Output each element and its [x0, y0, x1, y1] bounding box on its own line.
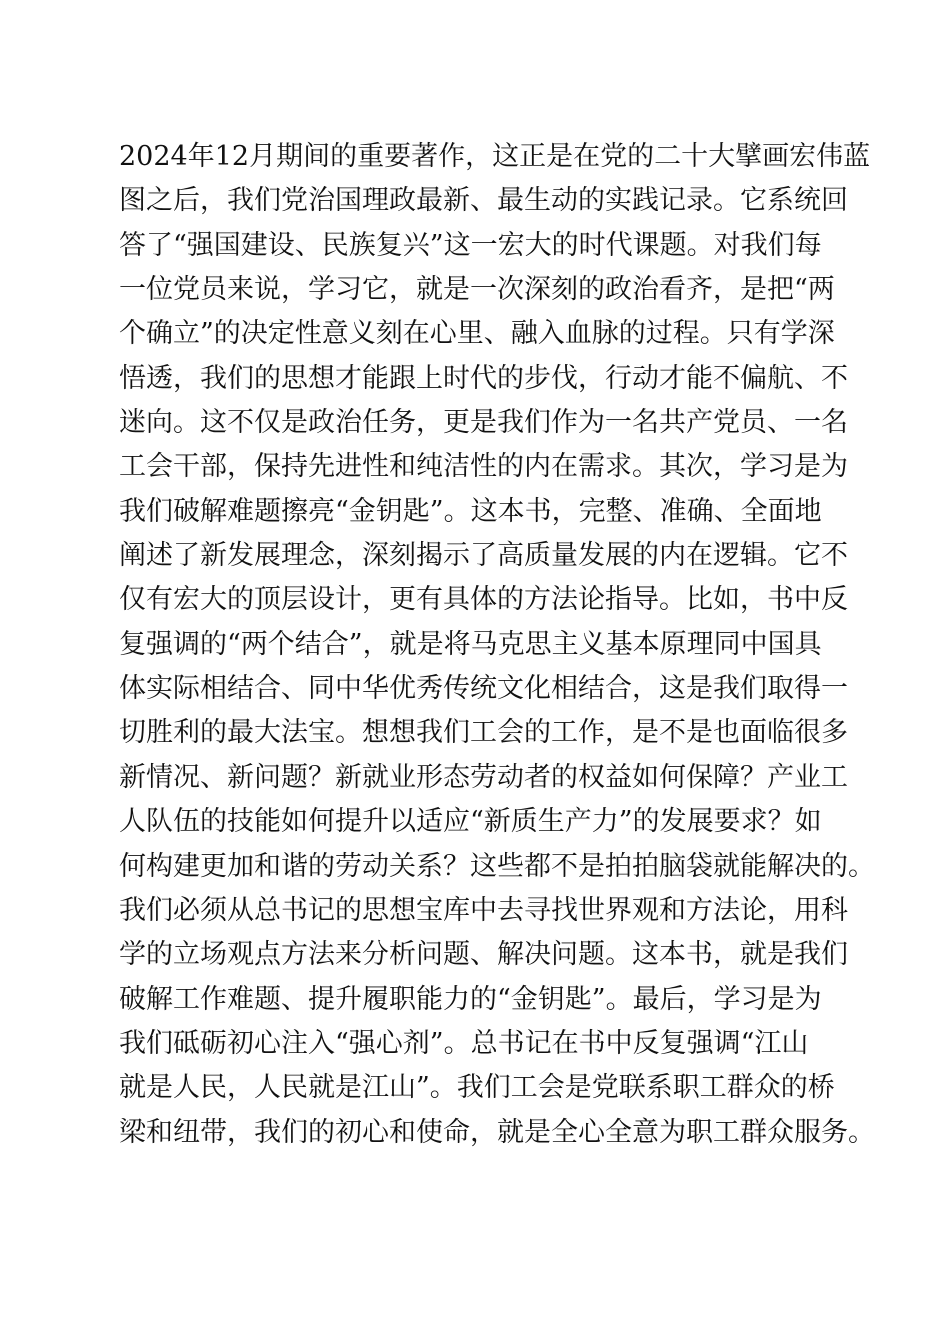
text-line: 梁和纽带，我们的初心和使命，就是全心全意为职工群众服务。	[119, 1116, 875, 1148]
text-line: 迷向。这不仅是政治任务，更是我们作为一名共产党员、一名	[119, 407, 848, 439]
text-line: 2024年12月期间的重要著作，这正是在党的二十大擘画宏伟蓝	[119, 141, 871, 172]
text-line: 一位党员来说，学习它，就是一次深刻的政治看齐，是把“两	[119, 274, 835, 306]
text-line: 复强调的“两个结合”，就是将马克思主义基本原理同中国具	[119, 628, 822, 660]
text-line: 我们砥砺初心注入“强心剂”。总书记在书中反复强调“江山	[119, 1027, 809, 1059]
text-line: 我们必须从总书记的思想宝库中去寻找世界观和方法论，用科	[119, 894, 848, 926]
text-line: 学的立场观点方法来分析问题、解决问题。这本书，就是我们	[119, 939, 848, 971]
text-line: 切胜利的最大法宝。想想我们工会的工作，是不是也面临很多	[119, 717, 848, 749]
text-line: 答了“强国建设、民族复兴”这一宏大的时代课题。对我们每	[119, 229, 822, 261]
text-line: 体实际相结合、同中华优秀传统文化相结合，这是我们取得一	[119, 673, 848, 705]
text-line: 就是人民，人民就是江山”。我们工会是党联系职工群众的桥	[119, 1072, 835, 1104]
text-line: 阐述了新发展理念，深刻揭示了高质量发展的内在逻辑。它不	[119, 540, 848, 572]
text-line: 仅有宏大的顶层设计，更有具体的方法论指导。比如，书中反	[119, 584, 848, 616]
text-line: 个确立”的决定性意义刻在心里、融入血脉的过程。只有学深	[119, 318, 835, 350]
text-line: 图之后，我们党治国理政最新、最生动的实践记录。它系统回	[119, 185, 848, 217]
text-line: 破解工作难题、提升履职能力的“金钥匙”。最后，学习是为	[119, 983, 822, 1015]
text-line: 我们破解难题擦亮“金钥匙”。这本书，完整、准确、全面地	[119, 495, 822, 527]
text-line: 工会干部，保持先进性和纯洁性的内在需求。其次，学习是为	[119, 451, 848, 483]
text-line: 悟透，我们的思想才能跟上时代的步伐，行动才能不偏航、不	[119, 362, 848, 394]
body-text	[119, 135, 875, 1155]
text-line: 人队伍的技能如何提升以适应“新质生产力”的发展要求？如	[119, 806, 822, 838]
text-line: 何构建更加和谐的劳动关系？这些都不是拍拍脑袋就能解决的。	[119, 850, 875, 882]
text-line: 新情况、新问题？新就业形态劳动者的权益如何保障？产业工	[119, 761, 848, 793]
